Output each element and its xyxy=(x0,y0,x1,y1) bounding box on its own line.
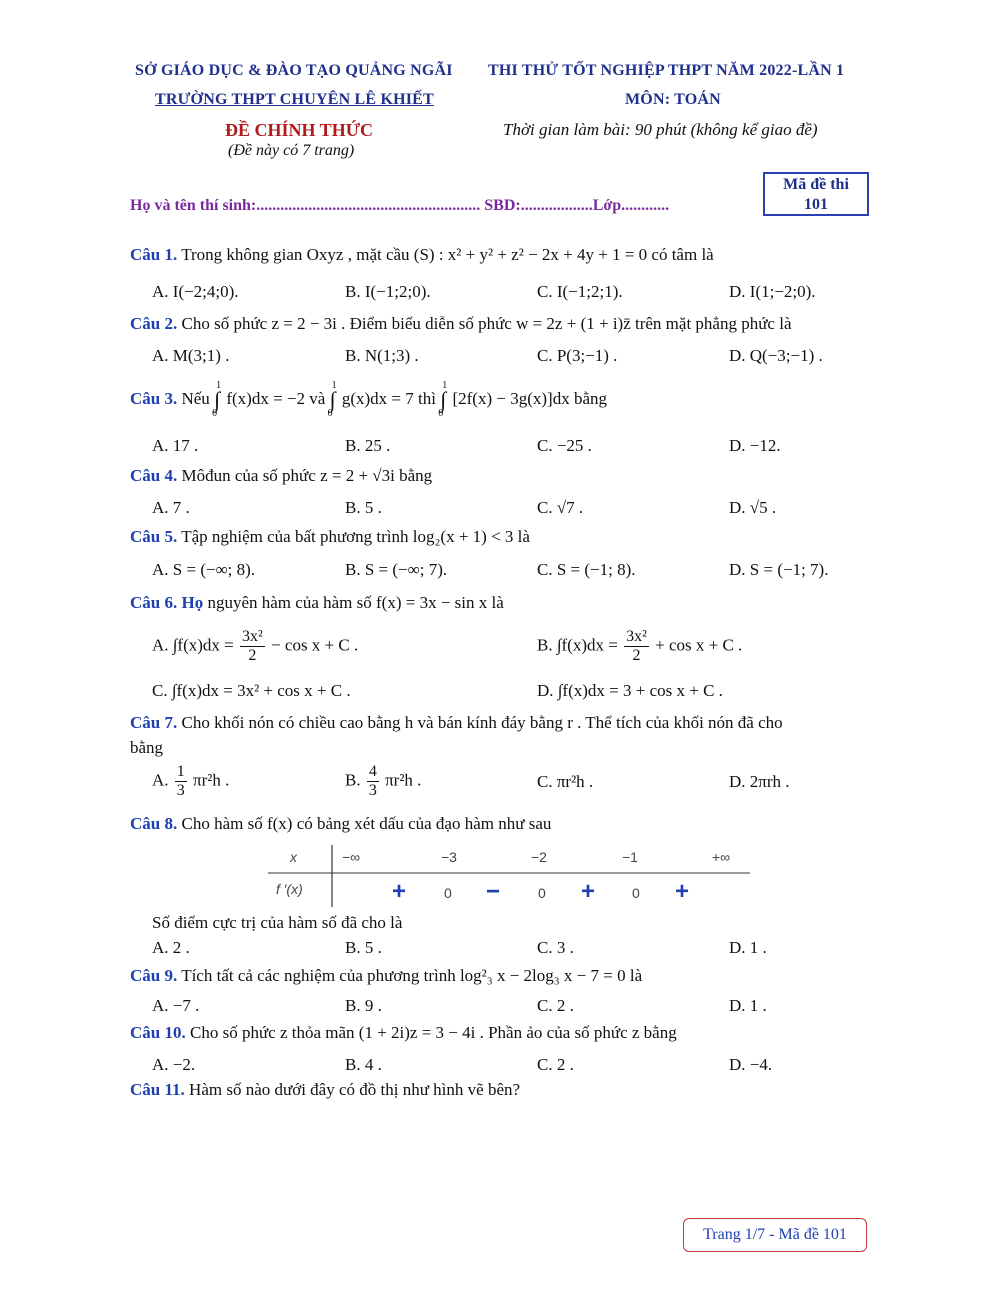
option-b: B. 25 . xyxy=(345,436,391,455)
option-c: C. 2 . xyxy=(537,996,574,1015)
question-text: g(x)dx = 7 thì xyxy=(341,389,436,408)
pages-note: (Đề này có 7 trang) xyxy=(228,142,355,159)
option-a xyxy=(152,763,229,800)
question-6 xyxy=(130,592,504,614)
lower-bound: 0 xyxy=(212,408,218,420)
option-c: C. 2 . xyxy=(537,1055,574,1074)
denominator: 2 xyxy=(632,647,641,664)
option-d: D. 1 . xyxy=(729,938,767,957)
option-b: B. N(1;3) . xyxy=(345,346,419,365)
option-a xyxy=(152,628,358,665)
option-c: C. √7 . xyxy=(537,498,584,517)
question-label: Câu 8. xyxy=(130,814,178,833)
option-d: D. √5 . xyxy=(729,498,777,517)
question-label: Câu 6. xyxy=(130,593,178,612)
sign-table xyxy=(268,843,750,909)
sign-plus: + xyxy=(675,878,690,905)
option-b: B. 9 . xyxy=(345,996,382,1015)
option-c: C. S = (−1; 8). xyxy=(537,560,636,579)
option-b xyxy=(537,628,742,665)
question-text: Môđun của số phức z = 2 + √3i bằng xyxy=(181,466,433,485)
option-d: D. S = (−1; 7). xyxy=(729,560,829,579)
x-value: −2 xyxy=(531,849,547,865)
upper-bound: 1 xyxy=(331,380,337,392)
option-b: B. 5 . xyxy=(345,498,382,517)
option-c: C. ∫f(x)dx = 3x² + cos x + C . xyxy=(152,681,351,700)
question-label: Câu 1. xyxy=(130,245,178,264)
x-value: −3 xyxy=(441,849,457,865)
question-7 xyxy=(130,712,783,734)
option-c: C. 3 . xyxy=(537,938,574,957)
school-name: TRƯỜNG THPT CHUYÊN LÊ KHIẾT xyxy=(155,91,434,108)
option-a: A. 2 . xyxy=(152,938,190,957)
option-text: − cos x + C . xyxy=(271,635,359,655)
option-d: D. 2πrh . xyxy=(729,772,790,791)
option-b: B. 4 . xyxy=(345,1055,382,1074)
question-10 xyxy=(130,1022,677,1044)
question-text: Trong không gian Oxyz , mặt cầu (S) : x² + y² + z² − 2x + 4y + 1 = 0 có tâm là xyxy=(181,245,714,264)
option-b: B. I(−1;2;0). xyxy=(345,282,431,301)
time-note: Thời gian làm bài: 90 phút (không kể giao đề) xyxy=(503,120,818,139)
option-b: B. S = (−∞; 7). xyxy=(345,560,448,579)
question-label: Câu 3. xyxy=(130,389,178,408)
lower-bound: 0 xyxy=(327,408,333,420)
question-11 xyxy=(130,1079,520,1101)
question-text: Nếu xyxy=(181,389,210,408)
question-text: Tập nghiệm của bất phương trình log₂(x + 1) < 3 là xyxy=(181,527,530,546)
option-text: A. ∫f(x)dx = xyxy=(152,635,234,655)
option-a: A. I(−2;4;0). xyxy=(152,282,239,301)
numerator: 3x² xyxy=(626,628,647,645)
row-x-head: x xyxy=(290,849,297,865)
option-d: D. ∫f(x)dx = 3 + cos x + C . xyxy=(537,681,723,700)
question-text: f(x)dx = −2 và xyxy=(226,389,326,408)
option-text: B. xyxy=(345,770,361,790)
department-name: SỞ GIÁO DỤC & ĐÀO TẠO QUẢNG NGÃI xyxy=(135,62,453,79)
question-3 xyxy=(130,380,607,420)
question-text: nguyên hàm của hàm số f(x) = 3x − sin x là xyxy=(207,593,504,612)
upper-bound: 1 xyxy=(216,380,222,392)
sign-zero: 0 xyxy=(538,885,546,901)
fraction xyxy=(367,763,379,800)
option-c: C. −25 . xyxy=(537,436,592,455)
question-8 xyxy=(130,813,551,835)
x-value: −∞ xyxy=(342,849,361,865)
option-a: A. 17 . xyxy=(152,436,199,455)
sign-zero: 0 xyxy=(632,885,640,901)
denominator: 2 xyxy=(248,647,257,664)
sign-plus: + xyxy=(581,878,596,905)
integral-sign: ∫ 1 0 xyxy=(440,389,446,411)
question-7-cont: bằng xyxy=(130,738,164,757)
official-label: ĐỀ CHÍNH THỨC xyxy=(225,120,374,140)
denominator: 3 xyxy=(176,782,185,799)
x-value: −1 xyxy=(622,849,638,865)
option-text: A. xyxy=(152,770,169,790)
option-d: D. 1 . xyxy=(729,996,767,1015)
x-value: +∞ xyxy=(712,849,731,865)
question-text: Tích tất cả các nghiệm của phương trình log²₃ x − 2log₃ x − 7 = 0 là xyxy=(181,966,643,985)
sign-zero: 0 xyxy=(444,885,452,901)
question-label: Câu 7. xyxy=(130,713,178,732)
integral-sign: ∫ 1 0 xyxy=(214,389,220,411)
question-text: Cho số phức z = 2 − 3i . Điểm biểu diễn số phức w = 2z + (1 + i)z̄ trên mặt phẳng phức là xyxy=(181,314,792,333)
question-4 xyxy=(130,465,432,487)
option-d: D. Q(−3;−1) . xyxy=(729,346,823,365)
option-text: + cos x + C . xyxy=(655,635,743,655)
option-a: A. M(3;1) . xyxy=(152,346,230,365)
denominator: 3 xyxy=(368,782,377,799)
option-a: A. S = (−∞; 8). xyxy=(152,560,256,579)
numerator: 4 xyxy=(368,763,377,780)
numerator: 1 xyxy=(176,763,185,780)
exam-title: THI THỬ TỐT NGHIỆP THPT NĂM 2022-LẦN 1 xyxy=(488,62,845,79)
question-1 xyxy=(130,244,714,266)
question-emphasis: Họ xyxy=(181,593,204,612)
row-derivative-head: f ′(x) xyxy=(276,881,303,897)
sign-plus: + xyxy=(392,878,407,905)
page-footer: Trang 1/7 - Mã đề 101 xyxy=(683,1218,867,1252)
option-d: D. −4. xyxy=(729,1055,773,1074)
student-info-line: Họ và tên thí sinh:........................................................ SBD:..................Lớp............ xyxy=(130,197,670,214)
question-text: Cho khối nón có chiều cao bằng h và bán kính đáy bằng r . Thể tích của khối nón đã cho xyxy=(181,713,783,732)
exam-code-box xyxy=(763,172,869,216)
question-text: Hàm số nào dưới đây có đồ thị như hình vẽ bên? xyxy=(189,1080,521,1099)
numerator: 3x² xyxy=(242,628,263,645)
question-2 xyxy=(130,313,792,335)
question-label: Câu 2. xyxy=(130,314,178,333)
question-label: Câu 4. xyxy=(130,466,178,485)
question-label: Câu 11. xyxy=(130,1080,185,1099)
fraction xyxy=(175,763,187,800)
option-a: A. −2. xyxy=(152,1055,196,1074)
question-label: Câu 5. xyxy=(130,527,178,546)
question-9 xyxy=(130,965,642,987)
question-5 xyxy=(130,526,530,548)
option-b xyxy=(345,763,421,800)
question-text: Cho số phức z thỏa mãn (1 + 2i)z = 3 − 4i . Phần ảo của số phức z bằng xyxy=(189,1023,677,1042)
question-text: Cho hàm số f(x) có bảng xét dấu của đạo hàm như sau xyxy=(181,814,552,833)
fraction xyxy=(240,628,265,665)
option-c: C. I(−1;2;1). xyxy=(537,282,623,301)
option-text: πr²h . xyxy=(385,770,422,790)
option-a: A. 7 . xyxy=(152,498,190,517)
question-label: Câu 9. xyxy=(130,966,178,985)
fraction xyxy=(624,628,649,665)
option-d: D. −12. xyxy=(729,436,781,455)
option-text: B. ∫f(x)dx = xyxy=(537,635,618,655)
upper-bound: 1 xyxy=(442,380,448,392)
question-text: [2f(x) − 3g(x)]dx bằng xyxy=(452,389,607,408)
subject: MÔN: TOÁN xyxy=(625,91,721,108)
integral-sign: ∫ 1 0 xyxy=(330,389,336,411)
option-c: C. P(3;−1) . xyxy=(537,346,618,365)
question-label: Câu 10. xyxy=(130,1023,186,1042)
option-d: D. I(1;−2;0). xyxy=(729,282,816,301)
option-text: πr²h . xyxy=(193,770,230,790)
sign-minus: − xyxy=(486,878,501,905)
question-8-followup: Số điểm cực trị của hàm số đã cho là xyxy=(152,913,403,932)
option-c: C. πr²h . xyxy=(537,772,594,791)
exam-code-number: 101 xyxy=(804,196,828,213)
option-b: B. 5 . xyxy=(345,938,382,957)
option-a: A. −7 . xyxy=(152,996,200,1015)
exam-code-label: Mã đề thi xyxy=(783,176,849,193)
lower-bound: 0 xyxy=(438,408,444,420)
